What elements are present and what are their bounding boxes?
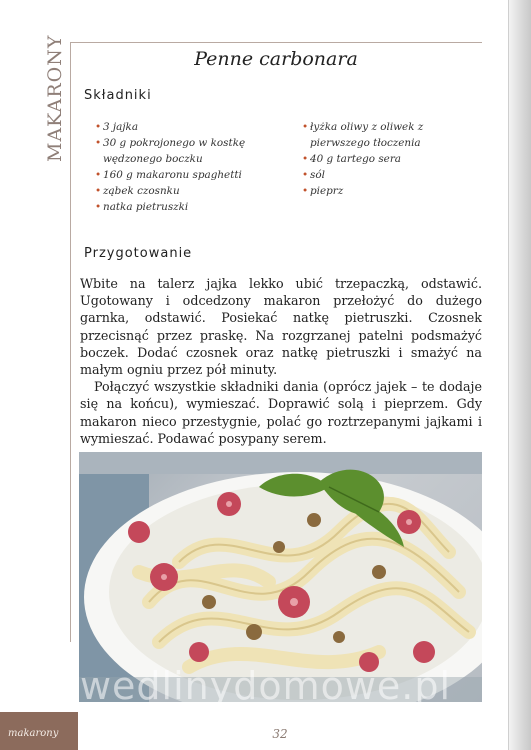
bullet-icon: •	[95, 121, 102, 133]
preparation-paragraph: Wbite na talerz jajka lekko ubić trzepaczką, odstawić. Ugotowany i odcedzony makaron przełożyć do dużego garnka, odstawić. Posiekać natkę pietruszki. Czosnek przecisnąć przez praskę. Na rozgrzanej patelni podsmażyć boczek. Dodać czosnek oraz natkę pietruszki i smażyć na małym ogniu przez pół minuty.	[80, 276, 482, 378]
ingredients-heading: Składniki	[84, 88, 152, 103]
ingredient-item	[95, 183, 285, 199]
bullet-icon: •	[95, 137, 102, 149]
ingredient-text: natka pietruszki	[103, 201, 189, 213]
ingredient-item	[302, 119, 482, 151]
ingredient-text: 3 jajka	[103, 121, 139, 133]
footer-section-label: makarony	[8, 728, 59, 739]
ingredients-list-right	[302, 119, 482, 199]
preparation-paragraph: Połączyć wszystkie składniki dania (oprócz jajek – te dodaje się na końcu), wymieszać. Doprawić solą i pieprzem. Gdy makaron nieco przestygnie, polać go roztrzepanymi jajkami i wymieszać. Podawać posypany serem.	[80, 379, 482, 446]
ingredient-text: 40 g tartego sera	[310, 153, 401, 165]
ingredient-item	[95, 199, 285, 215]
bullet-icon: •	[302, 169, 309, 181]
ingredient-item	[95, 135, 285, 167]
dish-photo	[79, 452, 482, 702]
bullet-icon: •	[302, 121, 309, 133]
bullet-icon: •	[95, 185, 102, 197]
ingredient-item	[302, 183, 482, 199]
ingredient-text: ząbek czosnku	[103, 185, 180, 197]
ingredients-list-left	[95, 119, 285, 215]
ingredient-item	[95, 119, 285, 135]
page-number: 32	[272, 727, 288, 741]
vertical-rule	[70, 42, 71, 642]
preparation-heading: Przygotowanie	[84, 246, 193, 261]
bullet-icon: •	[95, 201, 102, 213]
page-edge	[508, 0, 509, 750]
footer-tab	[0, 712, 78, 750]
watermark: wedlinydomowe.pl	[79, 664, 452, 708]
ingredient-text: sól	[310, 169, 325, 181]
page-binding-shadow	[509, 0, 531, 750]
bullet-icon: •	[302, 185, 309, 197]
recipe-title: Penne carbonara	[194, 48, 358, 70]
pasta-illustration	[79, 452, 482, 702]
ingredient-item	[95, 167, 285, 183]
ingredient-text: łyżka oliwy z oliwek z pierwszego tłoczenia	[310, 121, 424, 149]
ingredient-text: 30 g pokrojonego w kostkę wędzonego boczku	[103, 137, 246, 165]
ingredient-text: pieprz	[310, 185, 344, 197]
section-side-label: MAKARONY	[44, 34, 66, 162]
bullet-icon: •	[95, 169, 102, 181]
ingredient-text: 160 g makaronu spaghetti	[103, 169, 242, 181]
ingredient-item	[302, 167, 482, 183]
preparation-text	[80, 275, 482, 447]
horizontal-rule	[70, 42, 482, 43]
ingredient-item	[302, 151, 482, 167]
bullet-icon: •	[302, 153, 309, 165]
